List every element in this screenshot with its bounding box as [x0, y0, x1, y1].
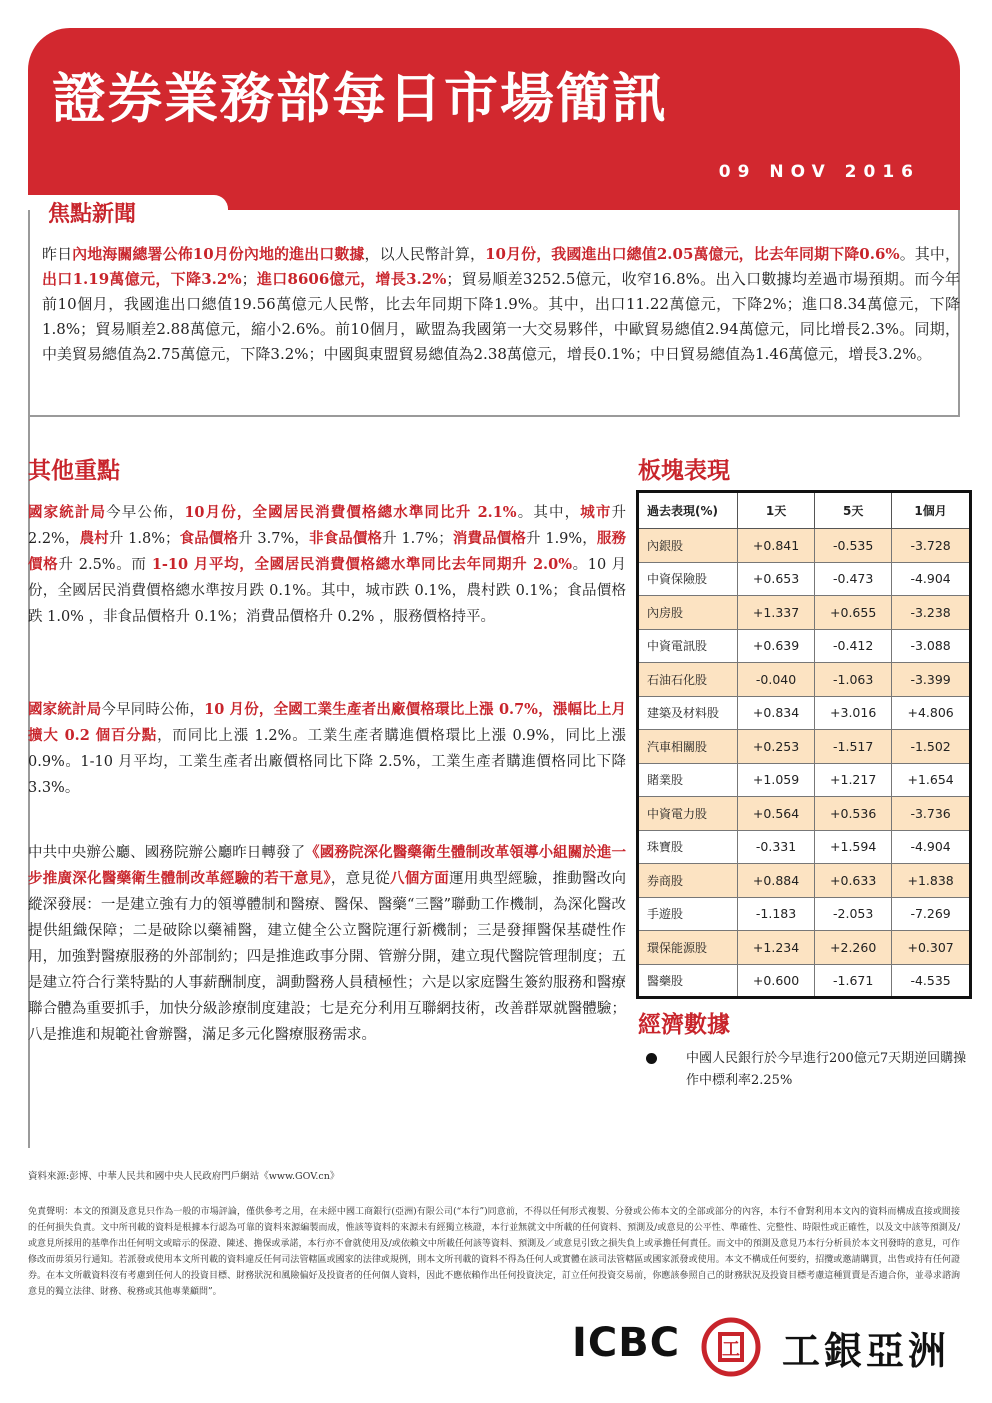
sector-value: -7.269 — [892, 897, 971, 931]
body-text: 升 1.9%， — [526, 531, 597, 547]
sector-name: 建築及材料股 — [638, 696, 738, 730]
sector-value: +0.307 — [892, 931, 971, 965]
table-row — [638, 629, 971, 663]
sector-value: +0.564 — [738, 797, 815, 831]
sector-value: +1.838 — [892, 864, 971, 898]
highlight-text: 消費品價格 — [452, 530, 526, 547]
economy-section-title: 經濟數據 — [638, 1012, 730, 1038]
cpi-paragraph — [28, 500, 626, 630]
body-text: 。其中， — [516, 505, 581, 521]
header-1m: 1個月 — [892, 492, 971, 529]
sector-name: 中資電力股 — [638, 797, 738, 831]
highlight-text: 進口8606億元，增長3.2% — [256, 270, 447, 288]
sector-name: 中資電訊股 — [638, 629, 738, 663]
body-text: 今早公佈， — [106, 505, 185, 521]
sector-value: -1.183 — [738, 897, 815, 931]
highlight-text: 服務價格 — [28, 530, 627, 573]
focus-bottom-rule — [28, 415, 960, 417]
sector-name: 環保能源股 — [638, 931, 738, 965]
sector-value: -0.331 — [738, 830, 815, 864]
highlight-text: 八個方面 — [389, 870, 450, 887]
logo-latin: ICBC — [572, 1320, 681, 1366]
sector-name: 券商股 — [638, 864, 738, 898]
table-row — [638, 964, 971, 998]
table-row — [638, 830, 971, 864]
table-row — [638, 663, 971, 697]
sector-value: +0.600 — [738, 964, 815, 998]
sector-value: +0.536 — [815, 797, 892, 831]
highlight-text: 內地海關總署公佈10月份內地的進出口數據 — [72, 245, 365, 263]
sector-value: +0.841 — [738, 529, 815, 563]
highlight-text: 城市 — [580, 504, 612, 521]
body-text: 升 1.7%； — [382, 531, 453, 547]
header-period: 過去表現(%) — [638, 492, 738, 529]
table-row — [638, 864, 971, 898]
sector-name: 醫藥股 — [638, 964, 738, 998]
table-row — [638, 797, 971, 831]
header-5d: 5天 — [815, 492, 892, 529]
sector-value: -1.063 — [815, 663, 892, 697]
table-row — [638, 931, 971, 965]
body-text: 。10 月份，全國居民消費價格總水準按月跌 0.1%。其中，城市跌 0.1%，農村跌 0.1%；食品價格跌 1.0% ，非食品價格升 0.1%；消費品價格升 0.2% ，服務價格持平。 — [28, 557, 627, 625]
sector-value: -0.535 — [815, 529, 892, 563]
body-text: 中共中央辦公廳、國務院辦公廳昨日轉發了 — [28, 845, 306, 861]
sector-value: +0.655 — [815, 596, 892, 630]
highlight-text: 10月份，我國進出口總值2.05萬億元，比去年同期下降0.6% — [485, 245, 900, 263]
page-title: 證券業務部每日市場簡訊 — [52, 67, 668, 130]
body-text: 昨日 — [42, 245, 73, 263]
sector-value: +1.594 — [815, 830, 892, 864]
sector-name: 石油石化股 — [638, 663, 738, 697]
source-note: 資料來源:彭博、中華人民共和國中央人民政府門戶網站《www.GOV.cn》 — [28, 1171, 340, 1182]
sector-name: 中資保險股 — [638, 562, 738, 596]
ppi-paragraph — [28, 697, 626, 801]
highlight-text: 國家統計局 — [28, 504, 107, 521]
body-text: 升 1.8%； — [108, 531, 180, 547]
sector-value: -4.904 — [892, 562, 971, 596]
board-section-title: 板塊表現 — [638, 458, 730, 484]
healthcare-reform-paragraph — [28, 840, 626, 1048]
sector-value: -2.053 — [815, 897, 892, 931]
table-row — [638, 763, 971, 797]
focus-section-title: 焦點新聞 — [48, 202, 137, 227]
table-row — [638, 730, 971, 764]
sector-value: -0.473 — [815, 562, 892, 596]
table-header-row — [638, 492, 971, 529]
highlight-text: 農村 — [79, 530, 109, 547]
sector-value: -3.728 — [892, 529, 971, 563]
sector-value: -3.736 — [892, 797, 971, 831]
highlight-text: 出口1.19萬億元，下降3.2% — [42, 270, 242, 288]
body-text: 運用典型經驗，推動醫改向縱深發展：一是建立強有力的領導體制和醫療、醫保、醫藥“三醫”聯動工作機制，為深化醫改提供組織保障；二是破除以藥補醫，建立健全公立醫院運行新機制；三是發揮醫保基礎性作用，加強對醫療服務的外部制約；四是推進政事分開、管辦分開，建立現代醫院管理制度；五是建立符合行業特點的人事薪酬制度，調動醫務人員積極性；六是以家庭醫生簽約服務和醫療聯合體為重要抓手，加快分級診療制度建設；七是充分利用互聯網技術，改善群眾就醫體驗；八是推進和規範社會辦醫，滿足多元化醫療服務需求。 — [28, 871, 627, 1043]
sector-value: +0.253 — [738, 730, 815, 764]
sector-value: +2.260 — [815, 931, 892, 965]
logo-chinese: 工銀亞洲 — [782, 1329, 951, 1373]
highlight-text: 非食品價格 — [309, 530, 383, 547]
sector-value: -4.904 — [892, 830, 971, 864]
sector-value: +1.654 — [892, 763, 971, 797]
sector-value: -1.671 — [815, 964, 892, 998]
sector-value: -3.238 — [892, 596, 971, 630]
sector-value: -0.412 — [815, 629, 892, 663]
table-row — [638, 562, 971, 596]
sector-value: +3.016 — [815, 696, 892, 730]
sector-name: 內房股 — [638, 596, 738, 630]
sector-value: +0.834 — [738, 696, 815, 730]
sector-value: +1.234 — [738, 931, 815, 965]
sector-value: -3.399 — [892, 663, 971, 697]
body-text: 升 3.7%， — [238, 531, 310, 547]
sector-value: +0.633 — [815, 864, 892, 898]
highlight-text: 10 月份，全國工業生產者出廠價格環比上漲 0.7%，漲幅比上月擴大 0.2 個百分點 — [28, 701, 627, 744]
header-1d: 1天 — [738, 492, 815, 529]
disclaimer: 免責聲明：本文的預測及意見只作為一般的市場評論，僅供參考之用，在未經中國工商銀行(亞洲)有限公司(“本行”)同意前，不得以任何形式複製、分發或公佈本文的全部或部分的內容，本行不會對利用本文內的資料而構成直接或間接的任何損失負責。文中所刊載的資料是根據本行認為可靠的資料來源編製而成，惟該等資料的來源未有經獨立核證，本行並無就文中所載的任何資料、預測及/或意見的公平性、準確性、完整性、時限性或正確性，以及文中該等預測及/或意見所採用的基準作出任何明文或暗示的保證、陳述、擔保或承諾，本行亦不會就使用及/或依賴文中所載任何該等資料、預測及／或意見引致之損失負上或承擔任何責任。而文中的預測及意見乃本行分析員於本文刊發時的意見，可作修改而毋須另行通知。若派發或使用本文所刊載的資料違反任何司法管轄區或國家的法律或規例，則本文所刊載的資料不得為任何人或實體在該司法管轄區或國家派發或使用。本文不構成任何要約，招攬或邀請購買，出售或持有任何證券。在本文所載資料沒有考慮到任何人的投資目標、財務狀況和風險偏好及投資者的任何個人資料，因此不應依賴作出任何投資決定，訂立任何投資交易前，你應該參照自己的財務狀況及投資目標考慮這種買賣是否適合你，並尋求諮詢意見的獨立法律、財務、稅務或其他專業顧問”。 — [28, 1207, 960, 1297]
focus-header-tab — [28, 195, 228, 229]
highlight-text: 食品價格 — [179, 530, 239, 547]
sector-value: -1.502 — [892, 730, 971, 764]
sector-value: -1.517 — [815, 730, 892, 764]
table-row — [638, 897, 971, 931]
table-row — [638, 696, 971, 730]
sector-value: +0.884 — [738, 864, 815, 898]
sector-value: -0.040 — [738, 663, 815, 697]
highlight-text: 《國務院深化醫藥衛生體制改革領導小組關於進一步推廣深化醫藥衛生體制改革經驗的若干意見》 — [28, 844, 627, 887]
highlight-text: 1-10 月平均，全國居民消費價格總水準同比去年同期升 2.0% — [151, 556, 572, 573]
header-banner — [28, 28, 960, 210]
sector-value: +0.653 — [738, 562, 815, 596]
others-section-title: 其他重點 — [28, 458, 120, 484]
body-text: ，以人民幣計算， — [364, 245, 486, 263]
sector-value: -3.088 — [892, 629, 971, 663]
sector-value: +1.337 — [738, 596, 815, 630]
table-row — [638, 596, 971, 630]
sector-name: 內銀股 — [638, 529, 738, 563]
sector-value: -4.535 — [892, 964, 971, 998]
body-text: ，而同比上漲 1.2%。工業生產者購進價格環比上漲 0.9%，同比上漲 0.9%。1-10 月平均，工業生產者出廠價格同比下降 2.5%，工業生產者購進價格同比下降 3.3%。 — [28, 728, 626, 796]
report-date: 09 NOV 2016 — [718, 162, 920, 182]
sector-name: 賭業股 — [638, 763, 738, 797]
table-row — [638, 529, 971, 563]
bullet-icon — [646, 1053, 657, 1064]
body-text: ；貿易順差3252.5億元，收窄16.8%。出入口數據均差過市場預期。而今年前10個月，我國進出口總值19.56萬億元人民幣，比去年同期下降1.9%。其中，出口11.22萬億元，下降2%；進口8.34萬億元，下降1.8%；貿易順差2.88萬億元，縮小2.6%。前10個月，歐盟為我國第一大交易夥伴，中歐貿易總值2.94萬億元，同比增長2.3%。同期，中美貿易總值為2.75萬億元，下降3.2%；中國與東盟貿易總值為2.38萬億元，增長0.1%；中日貿易總值為1.46萬億元，增長3.2%。 — [42, 270, 960, 363]
body-text: 今早同時公佈， — [101, 702, 205, 718]
focus-news-body — [42, 242, 960, 367]
icbc-seal-icon — [700, 1316, 762, 1378]
economy-bullet-text: 中國人民銀行於今早進行200億元7天期逆回購操作中標利率2.25% — [686, 1051, 967, 1088]
sector-value: +1.217 — [815, 763, 892, 797]
body-text: 升 2.2%， — [28, 505, 627, 547]
sector-name: 汽車相關股 — [638, 730, 738, 764]
sector-name: 手遊股 — [638, 897, 738, 931]
highlight-text: 10月份，全國居民消費價格總水準同比升 2.1% — [184, 504, 517, 521]
highlight-text: 國家統計局 — [28, 701, 102, 718]
sector-performance-table — [636, 490, 972, 999]
body-text: ，意見從 — [330, 871, 390, 887]
logo-seal-text: 工 — [722, 1339, 740, 1360]
body-text: 升 2.5%。而 — [58, 557, 152, 573]
sector-value: +4.806 — [892, 696, 971, 730]
sector-value: +1.059 — [738, 763, 815, 797]
sector-name: 珠寶股 — [638, 830, 738, 864]
icbc-logo — [572, 1316, 962, 1380]
body-text: 。其中， — [899, 245, 960, 263]
body-text: ； — [241, 270, 257, 288]
sector-value: +0.639 — [738, 629, 815, 663]
